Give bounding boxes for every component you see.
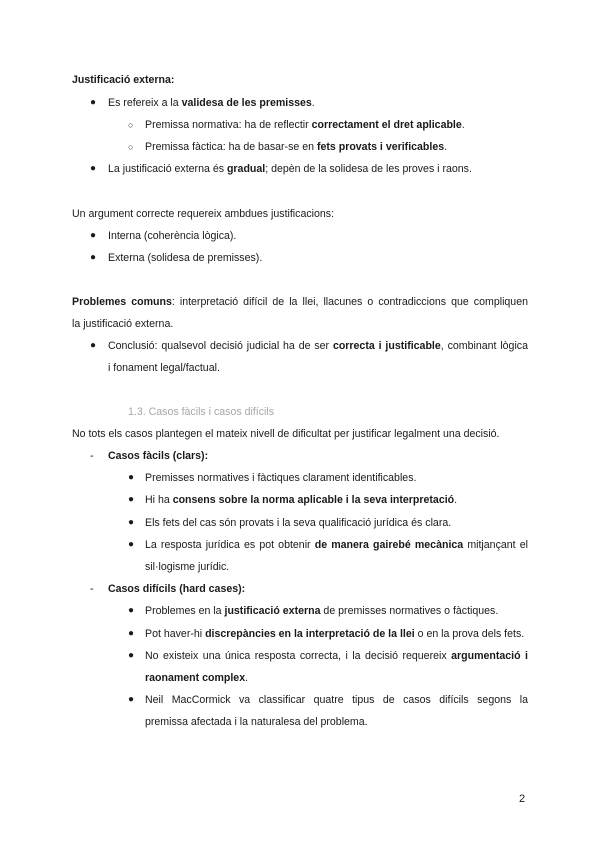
easy-item-4-cont: sil·logisme jurídic. [145, 561, 230, 573]
circle-bullet-icon: ○ [128, 142, 134, 152]
both-intro: Un argument correcte requereix ambdues justificacions: [72, 208, 335, 220]
dash-icon: - [90, 450, 94, 462]
bullet-icon: ● [128, 517, 135, 528]
bullet-icon: ● [128, 650, 135, 661]
page-number: 2 [519, 793, 526, 805]
bullet-icon: ● [128, 628, 135, 639]
problems-paragraph: Problemes comuns: interpretació difícil de la llei, llacunes o contradiccions que compliquen [72, 296, 528, 308]
bullet-icon: ● [128, 694, 135, 705]
section-title: 1.3. Casos fàcils i casos difícils [128, 406, 275, 418]
easy-cases-heading: Casos fàcils (clars): [108, 450, 209, 462]
dash-icon: - [90, 583, 94, 595]
hard-item-3-cont: raonament complex. [145, 672, 249, 684]
hard-item-4-cont: premissa afectada i la naturalesa del problema. [145, 716, 368, 728]
hard-cases-heading: Casos difícils (hard cases): [108, 583, 246, 595]
hard-item-3: No existeix una única resposta correcta, i la decisió requereix argumentació i [145, 650, 528, 662]
ext-subitem-1: Premissa normativa: ha de reflectir correctament el dret aplicable. [145, 119, 465, 131]
bullet-icon: ● [128, 539, 135, 550]
ext-item-2: La justificació externa és gradual; depèn de la solidesa de les proves i raons. [108, 163, 472, 175]
both-item-1: Interna (coherència lògica). [108, 230, 237, 242]
bullet-icon: ● [90, 230, 97, 241]
problems-paragraph-cont: la justificació externa. [72, 318, 174, 330]
easy-item-4: La resposta jurídica es pot obtenir de manera gairebé mecànica mitjançant el [145, 539, 528, 551]
bullet-icon: ● [90, 97, 97, 108]
bullet-icon: ● [90, 252, 97, 263]
heading-external-justification: Justificació externa: [72, 74, 175, 86]
hard-item-4: Neil MacCormick va classificar quatre tipus de casos difícils segons la [145, 694, 528, 706]
section-intro: No tots els casos plantegen el mateix nivell de dificultat per justificar legalment una decisió. [72, 428, 500, 440]
easy-item-2: Hi ha consens sobre la norma aplicable i la seva interpretació. [145, 494, 458, 506]
ext-item-1: Es refereix a la validesa de les premisses. [108, 97, 315, 109]
conclusion-item-cont: i fonament legal/factual. [108, 362, 220, 374]
easy-item-1: Premisses normatives i fàctiques clarament identificables. [145, 472, 417, 484]
hard-item-2: Pot haver-hi discrepàncies en la interpretació de la llei o en la prova dels fets. [145, 628, 525, 640]
easy-item-3: Els fets del cas són provats i la seva qualificació jurídica és clara. [145, 517, 452, 529]
bullet-icon: ● [90, 340, 97, 351]
bullet-icon: ● [128, 472, 135, 483]
bullet-icon: ● [90, 163, 97, 174]
bullet-icon: ● [128, 605, 135, 616]
ext-subitem-2: Premissa fàctica: ha de basar-se en fets provats i verificables. [145, 141, 448, 153]
both-item-2: Externa (solidesa de premisses). [108, 252, 263, 264]
hard-item-1: Problemes en la justificació externa de premisses normatives o fàctiques. [145, 605, 499, 617]
bullet-icon: ● [128, 494, 135, 505]
conclusion-item: Conclusió: qualsevol decisió judicial ha de ser correcta i justificable, combinant lògica [108, 340, 528, 352]
circle-bullet-icon: ○ [128, 120, 134, 130]
